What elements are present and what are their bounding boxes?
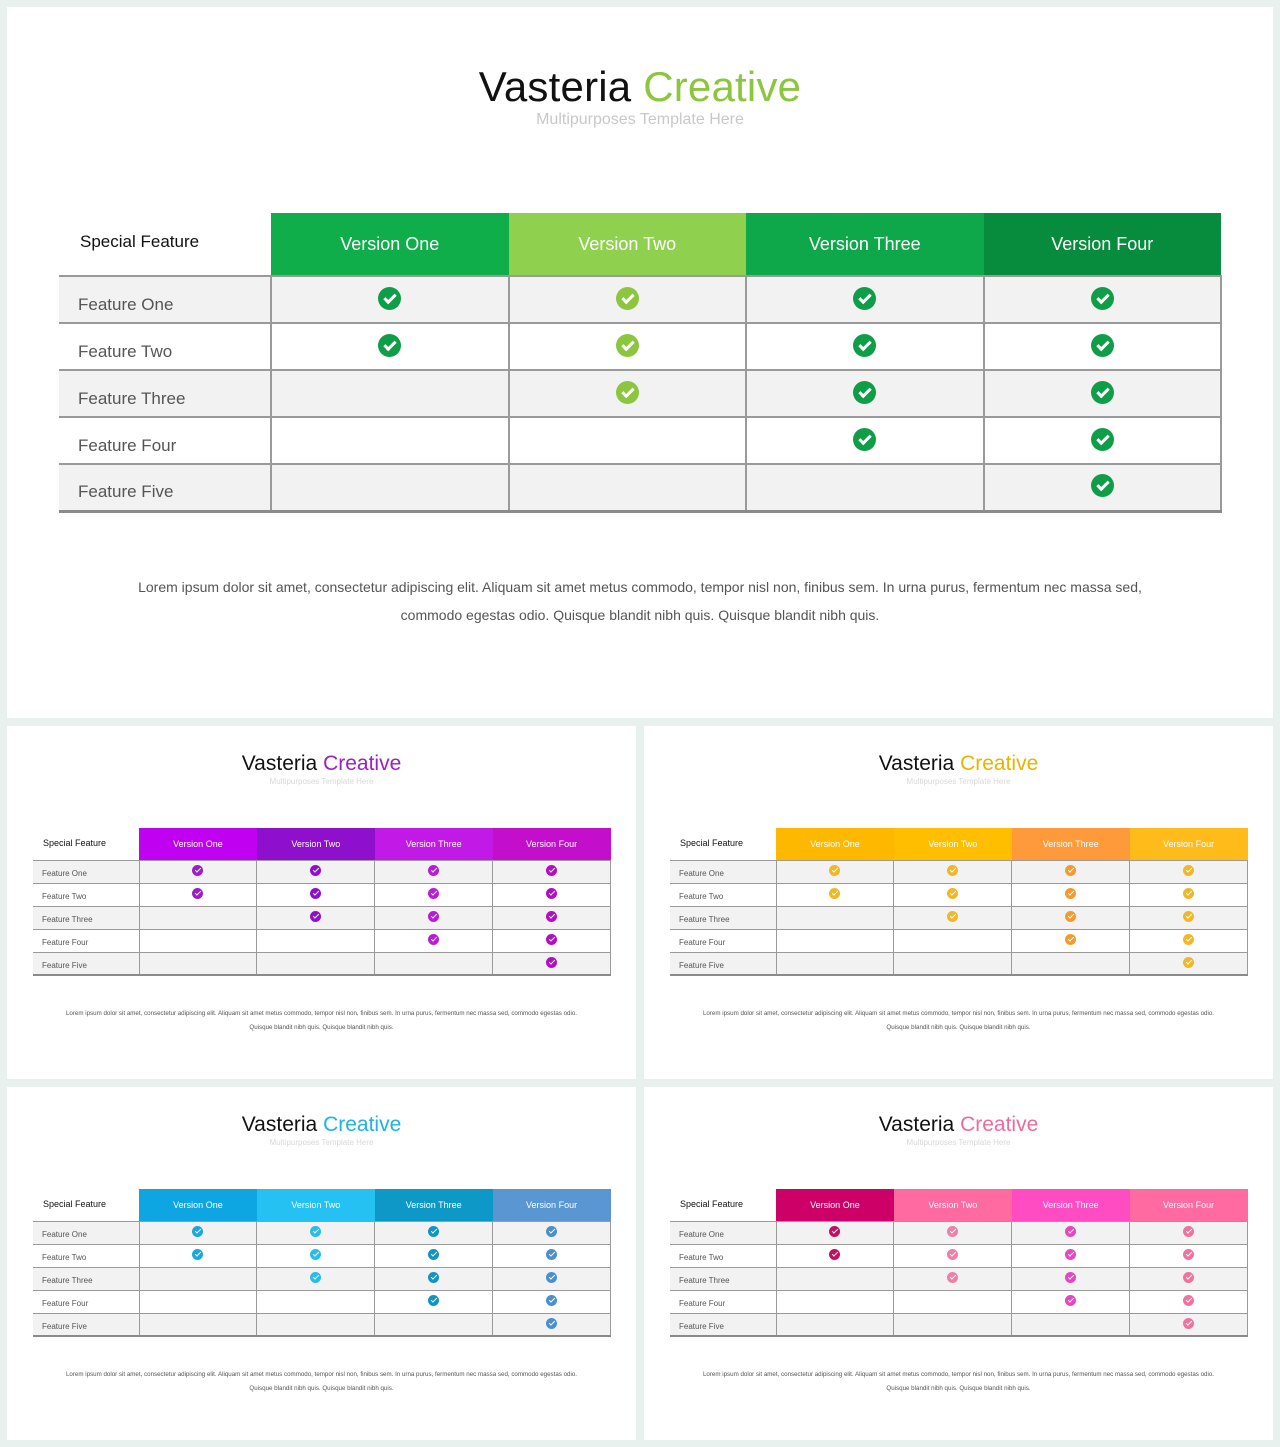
title-prefix: Vasteria	[478, 63, 632, 110]
table-row	[59, 417, 1221, 464]
check-icon	[428, 888, 439, 899]
feature-cell	[375, 883, 493, 906]
feature-cell	[509, 276, 747, 323]
version-header: Version Three	[375, 828, 493, 860]
feature-cell	[1012, 883, 1130, 906]
feature-cell	[493, 929, 611, 952]
table-row	[670, 1244, 1248, 1267]
feature-cell	[493, 1313, 611, 1336]
check-icon	[1065, 865, 1076, 876]
slide-blue	[7, 1087, 636, 1440]
version-header: Version Two	[257, 1189, 375, 1221]
check-icon	[1183, 1272, 1194, 1283]
slide-subtitle: Multipurposes Template Here	[906, 777, 1011, 786]
slide-title	[7, 63, 1273, 111]
check-icon	[616, 287, 639, 310]
feature-cell	[1012, 952, 1130, 975]
version-header: Version Four	[493, 1189, 611, 1221]
check-icon	[192, 1226, 203, 1237]
table-row	[670, 1313, 1248, 1336]
comparison-table	[670, 1189, 1248, 1337]
table-row	[33, 1267, 611, 1290]
feature-cell	[375, 1244, 493, 1267]
feature-cell	[257, 1267, 375, 1290]
feature-label: Feature Five	[33, 1313, 139, 1336]
slide-title	[644, 752, 1273, 776]
feature-cell	[894, 1290, 1012, 1313]
check-icon	[829, 888, 840, 899]
feature-label: Feature One	[670, 860, 776, 883]
check-icon	[829, 1226, 840, 1237]
check-icon	[1091, 474, 1114, 497]
feature-cell	[1012, 1244, 1130, 1267]
table-row	[670, 952, 1248, 975]
check-icon	[616, 381, 639, 404]
check-icon	[428, 911, 439, 922]
check-icon	[853, 381, 876, 404]
check-icon	[947, 911, 958, 922]
feature-cell	[776, 952, 894, 975]
version-header: Version Three	[1012, 828, 1130, 860]
comparison-table	[670, 828, 1248, 976]
feature-cell	[894, 929, 1012, 952]
description-text: Lorem ipsum dolor sit amet, consectetur adipiscing elit. Aliquam sit amet metus commodo, tempor nisl non, finibus sem. In urna purus, fermentum nec massa sed, commodo egestas odio. Quisque blandit nibh quis. Quisque blandit nibh quis.	[65, 1010, 578, 1031]
feature-label: Feature Five	[670, 1313, 776, 1336]
feature-cell	[375, 952, 493, 975]
feature-cell	[375, 1290, 493, 1313]
feature-cell	[271, 276, 509, 323]
feature-cell	[776, 860, 894, 883]
version-header: Version Three	[746, 213, 984, 276]
feature-cell	[375, 1313, 493, 1336]
title-accent: Creative	[960, 752, 1039, 775]
table-row	[670, 883, 1248, 906]
check-icon	[310, 911, 321, 922]
slide-subtitle: Multipurposes Template Here	[906, 1138, 1011, 1147]
check-icon	[546, 1318, 557, 1329]
feature-cell	[1130, 1267, 1248, 1290]
feature-cell	[493, 1244, 611, 1267]
feature-cell	[509, 464, 747, 511]
feature-cell	[375, 1221, 493, 1244]
check-icon	[1065, 911, 1076, 922]
feature-cell	[984, 464, 1222, 511]
feature-cell	[984, 370, 1222, 417]
version-header: Version One	[776, 1189, 894, 1221]
description-text: Lorem ipsum dolor sit amet, consectetur adipiscing elit. Aliquam sit amet metus commodo, tempor nisl non, finibus sem. In urna purus, fermentum nec massa sed, commodo egestas odio. Quisque blandit nibh quis. Quisque blandit nibh quis.	[65, 1371, 578, 1392]
feature-label: Feature One	[33, 860, 139, 883]
feature-cell	[776, 1244, 894, 1267]
feature-cell	[984, 323, 1222, 370]
feature-cell	[257, 860, 375, 883]
feature-label: Feature One	[33, 1221, 139, 1244]
special-feature-header: Special Feature	[33, 828, 139, 860]
check-icon	[1183, 865, 1194, 876]
table-row	[670, 906, 1248, 929]
slide-subtitle: Multipurposes Template Here	[269, 1138, 374, 1147]
feature-cell	[493, 883, 611, 906]
table-row	[33, 1290, 611, 1313]
special-feature-header: Special Feature	[670, 828, 776, 860]
feature-label: Feature Two	[59, 323, 271, 370]
check-icon	[1183, 934, 1194, 945]
check-icon	[428, 1272, 439, 1283]
feature-cell	[493, 1267, 611, 1290]
check-icon	[546, 1272, 557, 1283]
feature-cell	[746, 464, 984, 511]
version-header: Version One	[271, 213, 509, 276]
feature-cell	[776, 1290, 894, 1313]
feature-cell	[375, 906, 493, 929]
feature-label: Feature Four	[670, 929, 776, 952]
slide-title	[644, 1113, 1273, 1137]
check-icon	[853, 334, 876, 357]
feature-cell	[271, 464, 509, 511]
check-icon	[1183, 1295, 1194, 1306]
slide-yellow	[644, 726, 1273, 1079]
feature-label: Feature Three	[33, 1267, 139, 1290]
feature-cell	[271, 370, 509, 417]
feature-cell	[139, 906, 257, 929]
feature-cell	[257, 883, 375, 906]
version-header: Version Three	[375, 1189, 493, 1221]
special-feature-header: Special Feature	[33, 1189, 139, 1221]
check-icon	[947, 1226, 958, 1237]
feature-cell	[1130, 906, 1248, 929]
table-row	[59, 370, 1221, 417]
slide-title	[7, 752, 636, 776]
feature-cell	[509, 323, 747, 370]
check-icon	[947, 888, 958, 899]
check-icon	[1183, 888, 1194, 899]
check-icon	[546, 911, 557, 922]
slide-title	[7, 1113, 636, 1137]
special-feature-header: Special Feature	[59, 213, 271, 276]
feature-cell	[257, 1244, 375, 1267]
feature-label: Feature Two	[670, 1244, 776, 1267]
slide-main	[7, 7, 1273, 718]
feature-cell	[1130, 952, 1248, 975]
version-header: Version Two	[894, 828, 1012, 860]
table-row	[59, 323, 1221, 370]
check-icon	[546, 1226, 557, 1237]
feature-cell	[1130, 883, 1248, 906]
feature-cell	[375, 860, 493, 883]
feature-cell	[509, 370, 747, 417]
feature-cell	[257, 1313, 375, 1336]
check-icon	[546, 888, 557, 899]
feature-cell	[1130, 1313, 1248, 1336]
version-header: Version Three	[1012, 1189, 1130, 1221]
feature-cell	[271, 417, 509, 464]
comparison-table	[33, 1189, 611, 1337]
feature-cell	[139, 1290, 257, 1313]
check-icon	[1091, 287, 1114, 310]
check-icon	[1065, 1272, 1076, 1283]
feature-cell	[493, 906, 611, 929]
feature-label: Feature One	[59, 276, 271, 323]
check-icon	[192, 865, 203, 876]
check-icon	[546, 934, 557, 945]
feature-cell	[984, 417, 1222, 464]
check-icon	[616, 334, 639, 357]
feature-cell	[271, 323, 509, 370]
feature-cell	[139, 860, 257, 883]
check-icon	[1065, 1295, 1076, 1306]
check-icon	[546, 865, 557, 876]
feature-label: Feature Two	[670, 883, 776, 906]
title-accent: Creative	[323, 1113, 402, 1136]
feature-label: Feature Two	[33, 1244, 139, 1267]
version-header: Version Two	[257, 828, 375, 860]
table-row	[670, 929, 1248, 952]
table-row	[33, 1313, 611, 1336]
feature-cell	[1130, 1244, 1248, 1267]
check-icon	[853, 287, 876, 310]
check-icon	[546, 1249, 557, 1260]
feature-cell	[746, 276, 984, 323]
feature-label: Feature Three	[33, 906, 139, 929]
check-icon	[192, 1249, 203, 1260]
comparison-table	[33, 828, 611, 976]
feature-cell	[509, 417, 747, 464]
check-icon	[546, 1295, 557, 1306]
feature-cell	[139, 929, 257, 952]
feature-cell	[139, 1267, 257, 1290]
version-header: Version Four	[493, 828, 611, 860]
comparison-table	[59, 213, 1222, 513]
special-feature-header: Special Feature	[670, 1189, 776, 1221]
check-icon	[853, 428, 876, 451]
feature-cell	[1012, 929, 1130, 952]
check-icon	[428, 934, 439, 945]
feature-cell	[257, 952, 375, 975]
table-row	[33, 883, 611, 906]
title-accent: Creative	[323, 752, 402, 775]
description-text: Lorem ipsum dolor sit amet, consectetur adipiscing elit. Aliquam sit amet metus commodo, tempor nisl non, finibus sem. In urna purus, fermentum nec massa sed, commodo egestas odio. Quisque blandit nibh quis. Quisque blandit nibh quis.	[138, 579, 1142, 623]
check-icon	[378, 287, 401, 310]
slide-subtitle: Multipurposes Template Here	[536, 111, 744, 128]
feature-cell	[1012, 1313, 1130, 1336]
table-row	[33, 952, 611, 975]
table-row	[59, 276, 1221, 323]
check-icon	[1183, 911, 1194, 922]
check-icon	[1183, 957, 1194, 968]
check-icon	[1065, 1226, 1076, 1237]
feature-label: Feature Three	[670, 1267, 776, 1290]
feature-cell	[746, 417, 984, 464]
feature-label: Feature One	[670, 1221, 776, 1244]
check-icon	[428, 865, 439, 876]
feature-cell	[493, 1221, 611, 1244]
feature-label: Feature Four	[33, 1290, 139, 1313]
slide-subtitle: Multipurposes Template Here	[269, 777, 374, 786]
check-icon	[428, 1295, 439, 1306]
feature-cell	[776, 906, 894, 929]
title-prefix: Vasteria	[241, 752, 318, 775]
feature-cell	[139, 883, 257, 906]
slide-purple	[7, 726, 636, 1079]
feature-cell	[894, 860, 1012, 883]
feature-cell	[746, 323, 984, 370]
feature-cell	[894, 1244, 1012, 1267]
description-text: Lorem ipsum dolor sit amet, consectetur adipiscing elit. Aliquam sit amet metus commodo, tempor nisl non, finibus sem. In urna purus, fermentum nec massa sed, commodo egestas odio. Quisque blandit nibh quis. Quisque blandit nibh quis.	[702, 1371, 1215, 1392]
check-icon	[1065, 1249, 1076, 1260]
feature-cell	[776, 1221, 894, 1244]
table-row	[670, 1267, 1248, 1290]
feature-cell	[375, 1267, 493, 1290]
table-row	[670, 1290, 1248, 1313]
check-icon	[1091, 381, 1114, 404]
feature-cell	[1130, 1221, 1248, 1244]
feature-label: Feature Five	[59, 464, 271, 511]
feature-cell	[776, 929, 894, 952]
check-icon	[310, 888, 321, 899]
check-icon	[192, 888, 203, 899]
feature-cell	[1012, 860, 1130, 883]
title-accent: Creative	[643, 63, 802, 110]
check-icon	[1065, 934, 1076, 945]
check-icon	[1091, 428, 1114, 451]
check-icon	[947, 865, 958, 876]
check-icon	[1091, 334, 1114, 357]
feature-label: Feature Five	[33, 952, 139, 975]
version-header: Version One	[139, 1189, 257, 1221]
check-icon	[310, 1226, 321, 1237]
title-prefix: Vasteria	[878, 1113, 955, 1136]
check-icon	[1183, 1226, 1194, 1237]
feature-cell	[493, 952, 611, 975]
feature-cell	[139, 952, 257, 975]
table-row	[670, 860, 1248, 883]
feature-cell	[776, 1267, 894, 1290]
feature-cell	[257, 906, 375, 929]
check-icon	[378, 334, 401, 357]
feature-cell	[375, 929, 493, 952]
table-row	[33, 1244, 611, 1267]
feature-cell	[894, 1267, 1012, 1290]
feature-cell	[1012, 1290, 1130, 1313]
version-header: Version Four	[1130, 1189, 1248, 1221]
description-text: Lorem ipsum dolor sit amet, consectetur adipiscing elit. Aliquam sit amet metus commodo, tempor nisl non, finibus sem. In urna purus, fermentum nec massa sed, commodo egestas odio. Quisque blandit nibh quis. Quisque blandit nibh quis.	[702, 1010, 1215, 1031]
check-icon	[829, 865, 840, 876]
slide-pink	[644, 1087, 1273, 1440]
table-row	[33, 906, 611, 929]
feature-cell	[984, 276, 1222, 323]
check-icon	[310, 1249, 321, 1260]
feature-label: Feature Two	[33, 883, 139, 906]
feature-cell	[493, 1290, 611, 1313]
feature-cell	[1012, 906, 1130, 929]
version-header: Version One	[776, 828, 894, 860]
check-icon	[428, 1249, 439, 1260]
feature-label: Feature Three	[59, 370, 271, 417]
feature-cell	[1130, 929, 1248, 952]
feature-label: Feature Three	[670, 906, 776, 929]
check-icon	[947, 1272, 958, 1283]
table-row	[33, 860, 611, 883]
feature-cell	[1012, 1267, 1130, 1290]
feature-cell	[746, 370, 984, 417]
title-prefix: Vasteria	[241, 1113, 318, 1136]
check-icon	[428, 1226, 439, 1237]
feature-cell	[257, 1221, 375, 1244]
feature-cell	[493, 860, 611, 883]
feature-cell	[1130, 1290, 1248, 1313]
feature-cell	[776, 883, 894, 906]
check-icon	[947, 1249, 958, 1260]
version-header: Version One	[139, 828, 257, 860]
feature-label: Feature Four	[33, 929, 139, 952]
title-prefix: Vasteria	[878, 752, 955, 775]
table-row	[33, 929, 611, 952]
feature-cell	[894, 1221, 1012, 1244]
feature-cell	[1012, 1221, 1130, 1244]
feature-cell	[894, 906, 1012, 929]
feature-cell	[1130, 860, 1248, 883]
table-row	[33, 1221, 611, 1244]
feature-label: Feature Four	[59, 417, 271, 464]
title-accent: Creative	[960, 1113, 1039, 1136]
feature-cell	[139, 1313, 257, 1336]
check-icon	[1183, 1249, 1194, 1260]
check-icon	[1183, 1318, 1194, 1329]
check-icon	[310, 1272, 321, 1283]
check-icon	[546, 957, 557, 968]
feature-cell	[894, 1313, 1012, 1336]
version-header: Version Four	[1130, 828, 1248, 860]
feature-cell	[894, 883, 1012, 906]
check-icon	[829, 1249, 840, 1260]
feature-cell	[139, 1244, 257, 1267]
check-icon	[310, 865, 321, 876]
version-header: Version Two	[894, 1189, 1012, 1221]
table-row	[670, 1221, 1248, 1244]
table-row	[59, 464, 1221, 511]
feature-cell	[776, 1313, 894, 1336]
check-icon	[1065, 888, 1076, 899]
feature-cell	[257, 929, 375, 952]
feature-label: Feature Five	[670, 952, 776, 975]
feature-cell	[257, 1290, 375, 1313]
feature-cell	[894, 952, 1012, 975]
feature-label: Feature Four	[670, 1290, 776, 1313]
version-header: Version Two	[509, 213, 747, 276]
feature-cell	[139, 1221, 257, 1244]
version-header: Version Four	[984, 213, 1222, 276]
